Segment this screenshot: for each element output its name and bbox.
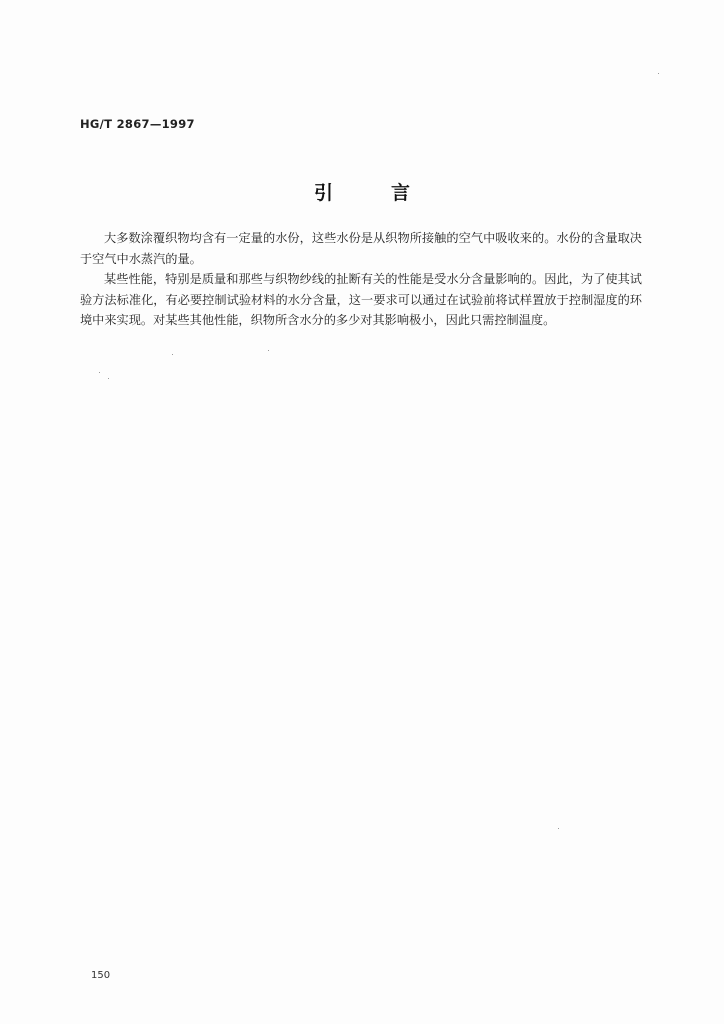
title-char-1: 引 (313, 182, 333, 204)
section-title (0, 178, 724, 205)
scan-speck (558, 828, 559, 829)
paragraph-1: 大多数涂覆织物均含有一定量的水份，这些水份是从织物所接触的空气中吸收来的。水份的含量取决于空气中水蒸汽的量。 (80, 231, 642, 266)
standard-code: HG/T 2867—1997 (80, 117, 195, 131)
scan-speck (172, 354, 173, 355)
scan-speck (658, 73, 659, 74)
scan-speck (108, 378, 109, 379)
scan-speck (268, 350, 269, 351)
title-char-2: 言 (391, 182, 411, 204)
introduction-body (80, 228, 642, 331)
paragraph-2: 某些性能，特别是质量和那些与织物纱线的扯断有关的性能是受水分含量影响的。因此，为了使其试验方法标准化，有必要控制试验材料的水分含量，这一要求可以通过在试验前将试样置放于控制湿度的环境中来实现。对某些其他性能，织物所含水分的多少对其影响极小，因此只需控制温度。 (80, 272, 642, 327)
page-number: 150 (91, 970, 111, 981)
scan-speck (99, 372, 100, 373)
